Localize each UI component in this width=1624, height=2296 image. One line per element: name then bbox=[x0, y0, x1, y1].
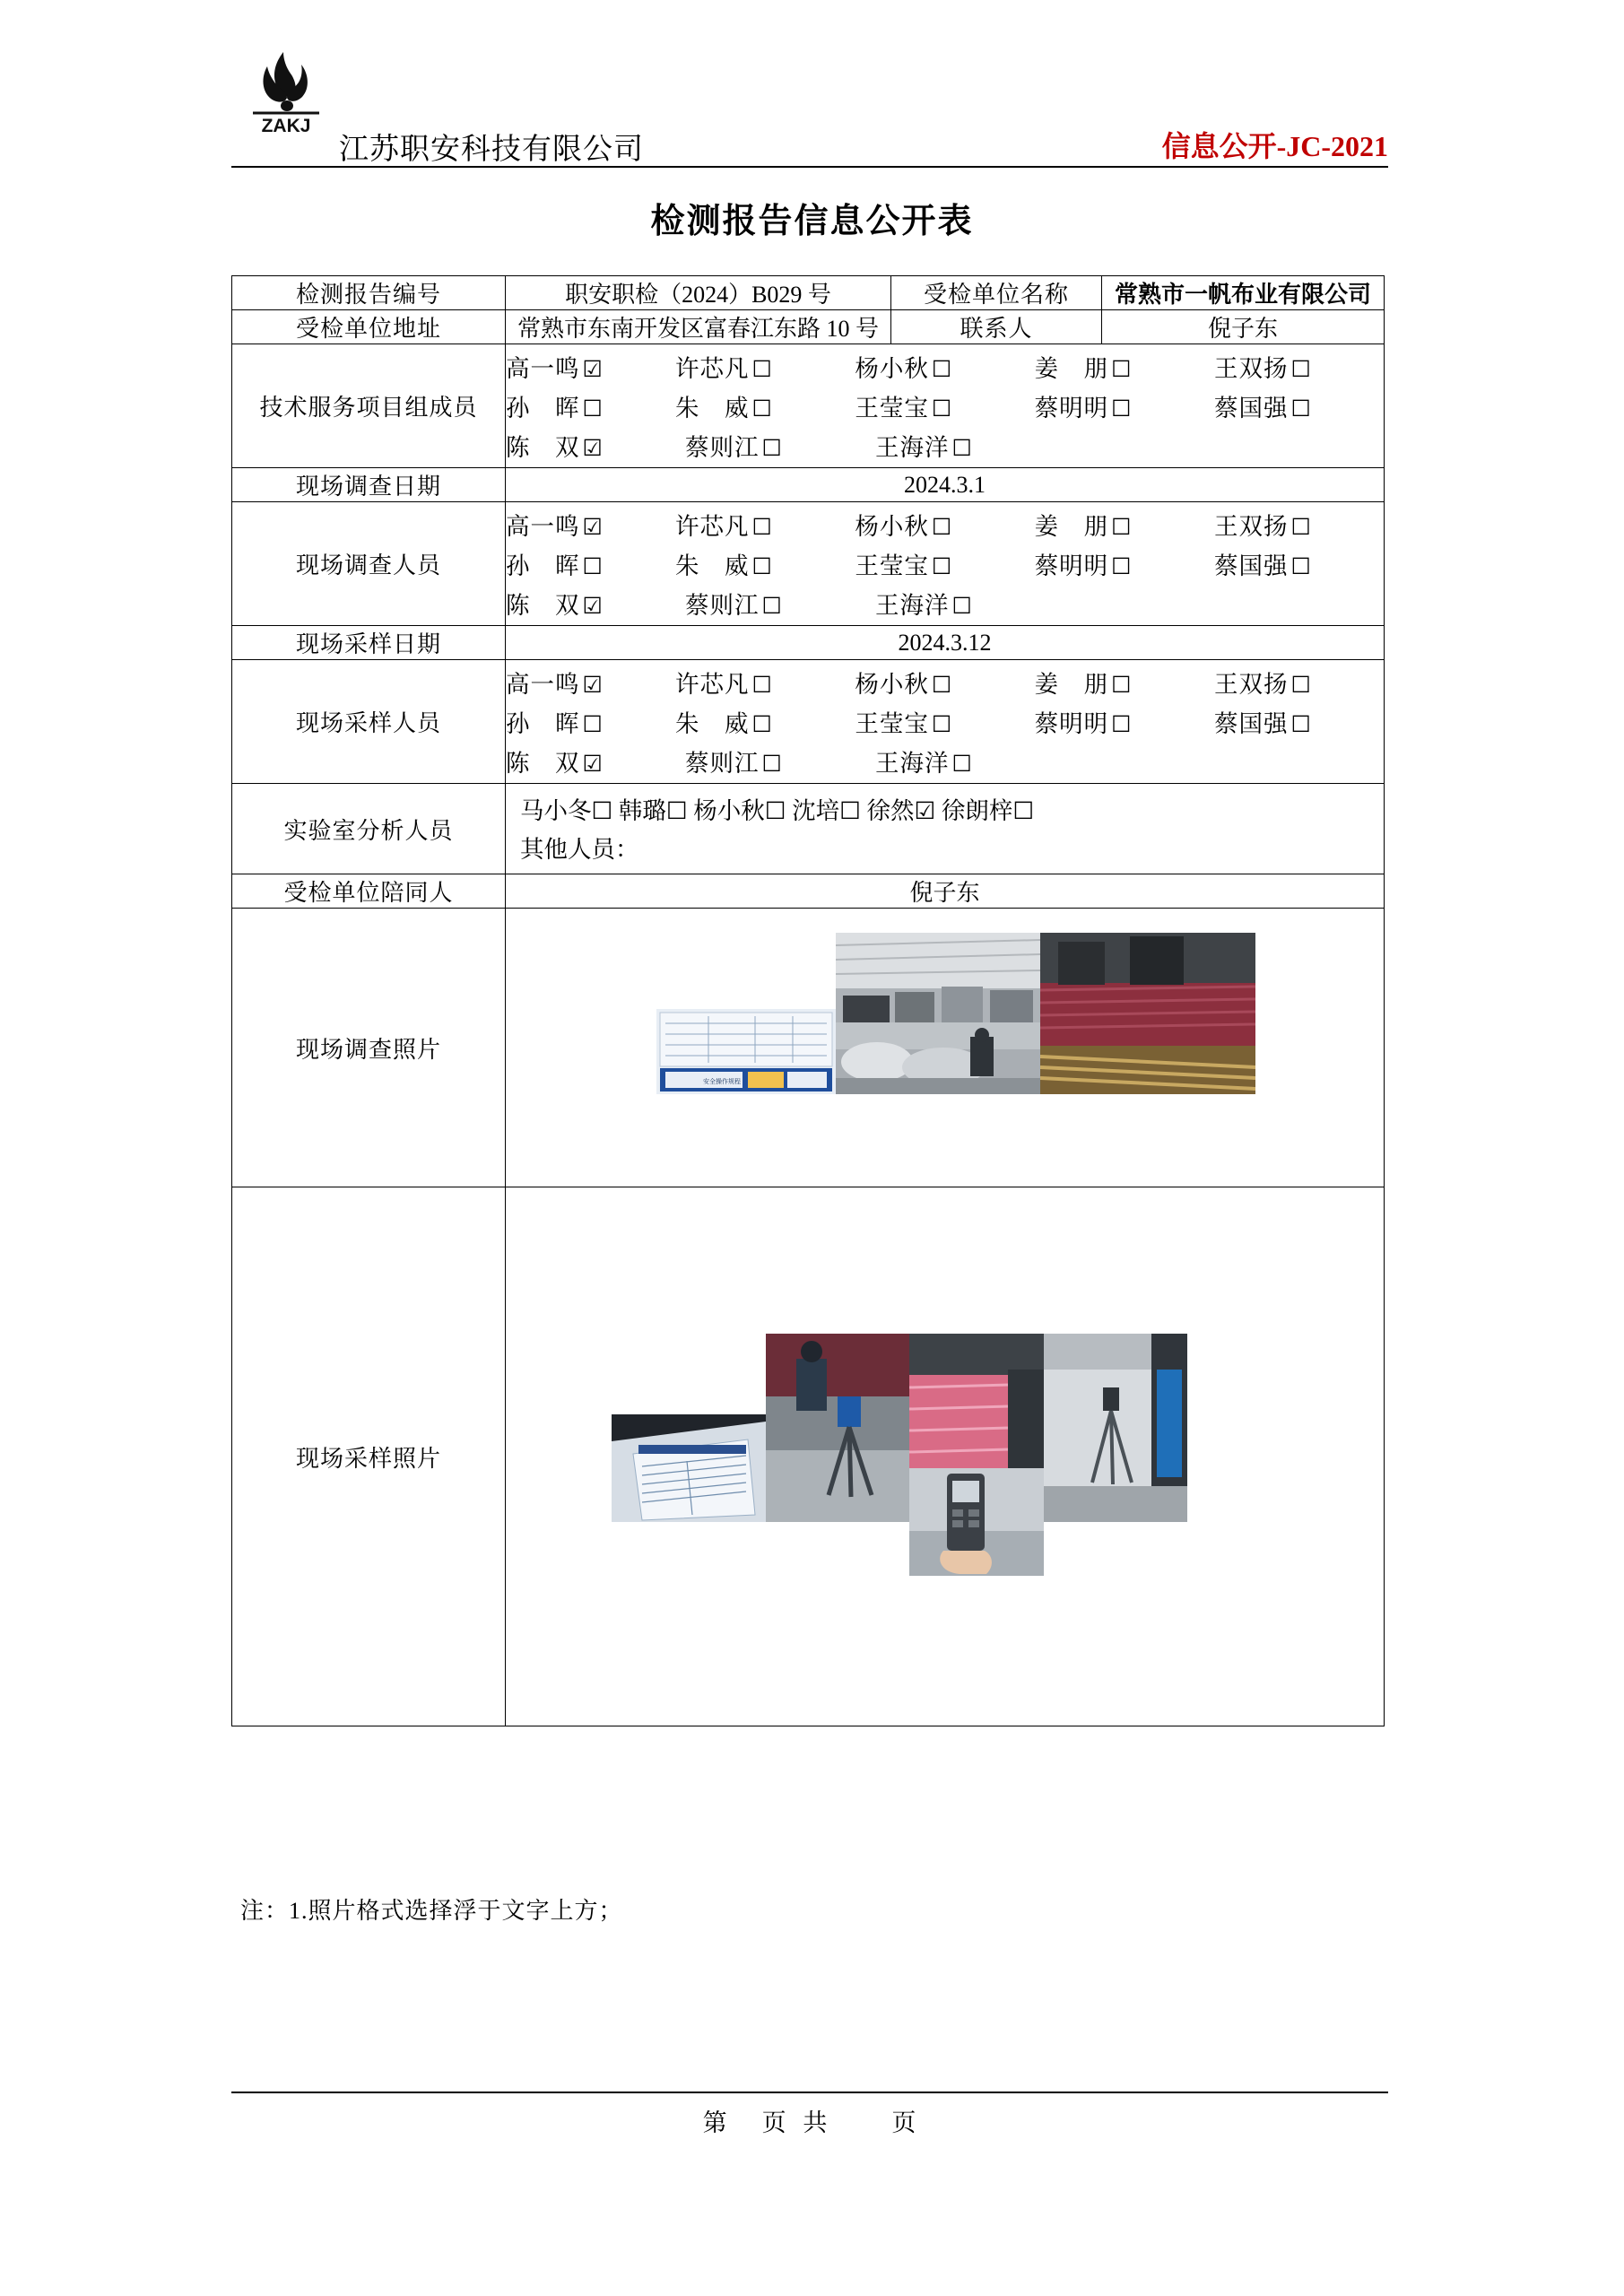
person-checkbox-item[interactable] bbox=[675, 507, 855, 542]
checkbox-unchecked-icon[interactable]: ☐ bbox=[931, 672, 952, 698]
person-name: 王海洋 bbox=[875, 592, 950, 619]
person-checkbox-item[interactable] bbox=[685, 586, 875, 621]
accompany-value: 倪子东 bbox=[506, 874, 1385, 909]
person-checkbox-item[interactable] bbox=[855, 546, 1034, 581]
person-name: 许芯凡 bbox=[675, 513, 750, 540]
person-row bbox=[506, 744, 1384, 778]
person-name: 蔡明明 bbox=[1034, 395, 1109, 422]
checkbox-unchecked-icon[interactable]: ☐ bbox=[1111, 553, 1132, 579]
person-name: 王莹宝 bbox=[855, 710, 929, 737]
person-name: 许芯凡 bbox=[675, 355, 750, 382]
person-checkbox-item[interactable] bbox=[506, 388, 675, 423]
person-name: 朱 威 bbox=[675, 710, 750, 737]
person-name: 陈 双 bbox=[506, 750, 580, 777]
person-checkbox-item[interactable] bbox=[506, 665, 675, 700]
person-checkbox-item[interactable] bbox=[1035, 546, 1214, 581]
person-name: 孙 晖 bbox=[506, 395, 580, 422]
person-name: 姜 朋 bbox=[1034, 513, 1109, 540]
person-checkbox-item[interactable] bbox=[1214, 665, 1384, 700]
person-checkbox-item[interactable] bbox=[855, 665, 1034, 700]
survey-photo-strip bbox=[506, 913, 1384, 1182]
checkbox-unchecked-icon[interactable]: ☐ bbox=[1290, 396, 1311, 422]
person-checkbox-item[interactable] bbox=[675, 665, 855, 700]
checkbox-unchecked-icon[interactable]: ☐ bbox=[951, 593, 972, 619]
table-row bbox=[232, 502, 1385, 626]
person-checkbox-item[interactable] bbox=[1214, 546, 1384, 581]
table-row bbox=[232, 276, 1385, 310]
person-row bbox=[506, 665, 1384, 700]
unit-name-value: 常熟市一帆布业有限公司 bbox=[1102, 276, 1385, 310]
checkbox-unchecked-icon[interactable]: ☐ bbox=[1290, 553, 1311, 579]
person-name: 蔡则江 bbox=[685, 750, 760, 777]
table-row bbox=[232, 468, 1385, 502]
page-title: 检测报告信息公开表 bbox=[650, 203, 974, 240]
survey-people-group[interactable] bbox=[506, 502, 1385, 626]
table-row bbox=[232, 874, 1385, 909]
person-checkbox-item[interactable] bbox=[855, 349, 1034, 384]
table-row bbox=[232, 310, 1385, 344]
checkbox-unchecked-icon[interactable]: ☐ bbox=[931, 514, 952, 540]
person-name: 蔡明明 bbox=[1034, 710, 1109, 737]
person-checkbox-item[interactable] bbox=[875, 744, 1065, 778]
checkbox-checked-icon[interactable]: ☑ bbox=[582, 356, 603, 382]
person-name: 姜 朋 bbox=[1034, 355, 1109, 382]
person-checkbox-item[interactable] bbox=[855, 704, 1034, 739]
person-checkbox-item[interactable] bbox=[506, 349, 675, 384]
checkbox-checked-icon[interactable]: ☑ bbox=[582, 593, 603, 619]
survey-photo-1 bbox=[656, 1009, 836, 1094]
person-checkbox-item[interactable] bbox=[1214, 349, 1384, 384]
sample-people-group[interactable] bbox=[506, 660, 1385, 784]
checkbox-unchecked-icon[interactable]: ☐ bbox=[761, 435, 782, 461]
person-checkbox-item[interactable] bbox=[506, 744, 685, 778]
checkbox-unchecked-icon[interactable]: ☐ bbox=[751, 396, 772, 422]
sample-photo-strip bbox=[506, 1192, 1384, 1721]
checkbox-checked-icon[interactable]: ☑ bbox=[582, 435, 603, 461]
person-checkbox-item[interactable] bbox=[875, 428, 1065, 463]
person-checkbox-item[interactable] bbox=[1035, 704, 1214, 739]
survey-date-label: 现场调查日期 bbox=[232, 468, 506, 502]
unit-address-label: 受检单位地址 bbox=[232, 310, 506, 344]
sample-photo-cell bbox=[506, 1187, 1385, 1726]
checkbox-unchecked-icon[interactable]: ☐ bbox=[1111, 514, 1132, 540]
person-name: 蔡明明 bbox=[1034, 552, 1109, 579]
survey-photo-4 bbox=[836, 1022, 1040, 1094]
person-row bbox=[506, 507, 1384, 542]
table-row bbox=[232, 909, 1385, 1187]
survey-photo-cell bbox=[506, 909, 1385, 1187]
person-name: 王海洋 bbox=[875, 750, 950, 777]
person-name: 杨小秋 bbox=[855, 513, 929, 540]
person-name: 王双扬 bbox=[1213, 671, 1289, 698]
page-footer: 第 页 共 页 bbox=[702, 2109, 922, 2136]
sample-date-label: 现场采样日期 bbox=[232, 626, 506, 660]
header-divider bbox=[231, 166, 1388, 168]
table-row bbox=[232, 626, 1385, 660]
checkbox-unchecked-icon[interactable]: ☐ bbox=[582, 553, 603, 579]
person-row bbox=[506, 586, 1384, 621]
checkbox-unchecked-icon[interactable]: ☐ bbox=[1290, 514, 1311, 540]
checkbox-unchecked-icon[interactable]: ☐ bbox=[1290, 672, 1311, 698]
person-name: 王莹宝 bbox=[855, 395, 929, 422]
sample-date-value: 2024.3.12 bbox=[506, 626, 1385, 660]
checkbox-unchecked-icon[interactable]: ☐ bbox=[751, 553, 772, 579]
company-logo bbox=[231, 47, 339, 141]
contact-label: 联系人 bbox=[891, 310, 1102, 344]
document-code: 信息公开-JC-2021 bbox=[1161, 130, 1388, 162]
person-name: 王海洋 bbox=[875, 434, 950, 461]
checkbox-unchecked-icon[interactable]: ☐ bbox=[1290, 356, 1311, 382]
person-name: 蔡则江 bbox=[685, 434, 760, 461]
person-name: 王双扬 bbox=[1213, 355, 1289, 382]
svg-text:ZAKJ: ZAKJ bbox=[261, 116, 311, 136]
lab-people-line2: 其他人员： bbox=[520, 836, 639, 863]
contact-value: 倪子东 bbox=[1102, 310, 1385, 344]
sample-photo-2 bbox=[766, 1334, 909, 1522]
checkbox-checked-icon[interactable]: ☑ bbox=[582, 514, 603, 540]
person-checkbox-item[interactable] bbox=[875, 586, 1065, 621]
person-name: 杨小秋 bbox=[855, 671, 929, 698]
checkbox-unchecked-icon[interactable]: ☐ bbox=[951, 435, 972, 461]
checkbox-checked-icon[interactable]: ☑ bbox=[582, 672, 603, 698]
person-name: 朱 威 bbox=[675, 395, 750, 422]
checkbox-unchecked-icon[interactable]: ☐ bbox=[951, 751, 972, 777]
checkbox-unchecked-icon[interactable]: ☐ bbox=[582, 396, 603, 422]
team-members-group[interactable] bbox=[506, 344, 1385, 468]
person-checkbox-item[interactable] bbox=[1035, 349, 1214, 384]
person-name: 许芯凡 bbox=[675, 671, 750, 698]
survey-date-value: 2024.3.1 bbox=[506, 468, 1385, 502]
company-name: 江苏职安科技有限公司 bbox=[339, 134, 644, 166]
checkbox-unchecked-icon[interactable]: ☐ bbox=[1290, 711, 1311, 737]
person-name: 王莹宝 bbox=[855, 552, 929, 579]
checkbox-unchecked-icon[interactable]: ☐ bbox=[931, 553, 952, 579]
table-note: 注：1.照片格式选择浮于文字上方； bbox=[240, 1898, 623, 1924]
checkbox-unchecked-icon[interactable]: ☐ bbox=[1111, 711, 1132, 737]
person-checkbox-item[interactable] bbox=[506, 428, 685, 463]
person-name: 王双扬 bbox=[1213, 513, 1289, 540]
checkbox-checked-icon[interactable]: ☑ bbox=[582, 751, 603, 777]
checkbox-unchecked-icon[interactable]: ☐ bbox=[1111, 672, 1132, 698]
person-checkbox-item[interactable] bbox=[675, 349, 855, 384]
table-row bbox=[232, 1187, 1385, 1726]
lab-people-value[interactable] bbox=[506, 784, 1385, 874]
checkbox-unchecked-icon[interactable]: ☐ bbox=[761, 593, 782, 619]
checkbox-unchecked-icon[interactable]: ☐ bbox=[1111, 356, 1132, 382]
person-checkbox-item[interactable] bbox=[1214, 388, 1384, 423]
unit-name-label: 受检单位名称 bbox=[891, 276, 1102, 310]
person-checkbox-item[interactable] bbox=[685, 428, 875, 463]
person-checkbox-item[interactable] bbox=[506, 546, 675, 581]
person-checkbox-item[interactable] bbox=[506, 586, 685, 621]
checkbox-unchecked-icon[interactable]: ☐ bbox=[751, 711, 772, 737]
survey-photo-label: 现场调查照片 bbox=[232, 909, 506, 1187]
checkbox-unchecked-icon[interactable]: ☐ bbox=[751, 672, 772, 698]
sample-photo-1 bbox=[612, 1414, 766, 1522]
person-name: 孙 晖 bbox=[506, 710, 580, 737]
unit-address-value: 常熟市东南开发区富春江东路 10 号 bbox=[506, 310, 891, 344]
person-checkbox-item[interactable] bbox=[675, 704, 855, 739]
person-checkbox-item[interactable] bbox=[685, 744, 875, 778]
person-checkbox-item[interactable] bbox=[675, 388, 855, 423]
person-checkbox-item[interactable] bbox=[506, 507, 675, 542]
table-row bbox=[232, 344, 1385, 468]
person-name: 杨小秋 bbox=[855, 355, 929, 382]
person-name: 陈 双 bbox=[506, 434, 580, 461]
report-no-label: 检测报告编号 bbox=[232, 276, 506, 310]
checkbox-unchecked-icon[interactable]: ☐ bbox=[751, 514, 772, 540]
checkbox-unchecked-icon[interactable]: ☐ bbox=[931, 711, 952, 737]
accompany-label: 受检单位陪同人 bbox=[232, 874, 506, 909]
person-name: 蔡则江 bbox=[685, 592, 760, 619]
person-checkbox-item[interactable] bbox=[855, 388, 1034, 423]
checkbox-unchecked-icon[interactable]: ☐ bbox=[931, 356, 952, 382]
checkbox-unchecked-icon[interactable]: ☐ bbox=[761, 751, 782, 777]
sample-photo-label: 现场采样照片 bbox=[232, 1187, 506, 1726]
report-no-value: 职安职检（2024）B029 号 bbox=[506, 276, 891, 310]
table-row bbox=[232, 784, 1385, 874]
person-name: 孙 晖 bbox=[506, 552, 580, 579]
person-checkbox-item[interactable] bbox=[506, 704, 675, 739]
team-label: 技术服务项目组成员 bbox=[232, 344, 506, 468]
person-name: 蔡国强 bbox=[1213, 710, 1289, 737]
survey-photo-3 bbox=[1040, 933, 1255, 1094]
checkbox-unchecked-icon[interactable]: ☐ bbox=[931, 396, 952, 422]
person-name: 高一鸣 bbox=[506, 671, 580, 698]
person-name: 朱 威 bbox=[675, 552, 750, 579]
page-header bbox=[231, 47, 1388, 166]
person-checkbox-item[interactable] bbox=[1035, 665, 1214, 700]
checkbox-unchecked-icon[interactable]: ☐ bbox=[751, 356, 772, 382]
person-checkbox-item[interactable] bbox=[675, 546, 855, 581]
person-checkbox-item[interactable] bbox=[1214, 704, 1384, 739]
report-info-table bbox=[231, 275, 1385, 1726]
lab-people-label: 实验室分析人员 bbox=[232, 784, 506, 874]
person-checkbox-item[interactable] bbox=[1035, 388, 1214, 423]
person-row bbox=[506, 428, 1384, 463]
person-row bbox=[506, 349, 1384, 384]
checkbox-unchecked-icon[interactable]: ☐ bbox=[1111, 396, 1132, 422]
person-row bbox=[506, 388, 1384, 423]
person-checkbox-item[interactable] bbox=[855, 507, 1034, 542]
sample-photo-5 bbox=[1044, 1334, 1187, 1522]
person-name: 姜 朋 bbox=[1034, 671, 1109, 698]
checkbox-unchecked-icon[interactable]: ☐ bbox=[582, 711, 603, 737]
svg-text:安全操作规程: 安全操作规程 bbox=[703, 1078, 741, 1085]
person-row bbox=[506, 704, 1384, 739]
lab-people-line1: 马小冬☐ 韩璐☐ 杨小秋☐ 沈培☐ 徐然☑ 徐朗梓☐ bbox=[520, 797, 1035, 824]
person-name: 高一鸣 bbox=[506, 513, 580, 540]
person-row bbox=[506, 546, 1384, 581]
person-name: 陈 双 bbox=[506, 592, 580, 619]
sample-people-label: 现场采样人员 bbox=[232, 660, 506, 784]
person-name: 蔡国强 bbox=[1213, 395, 1289, 422]
survey-people-label: 现场调查人员 bbox=[232, 502, 506, 626]
footer-divider bbox=[231, 2092, 1388, 2093]
person-name: 蔡国强 bbox=[1213, 552, 1289, 579]
person-checkbox-item[interactable] bbox=[1035, 507, 1214, 542]
person-checkbox-item[interactable] bbox=[1214, 507, 1384, 542]
table-row bbox=[232, 660, 1385, 784]
sample-photo-4 bbox=[909, 1468, 1044, 1576]
person-name: 高一鸣 bbox=[506, 355, 580, 382]
